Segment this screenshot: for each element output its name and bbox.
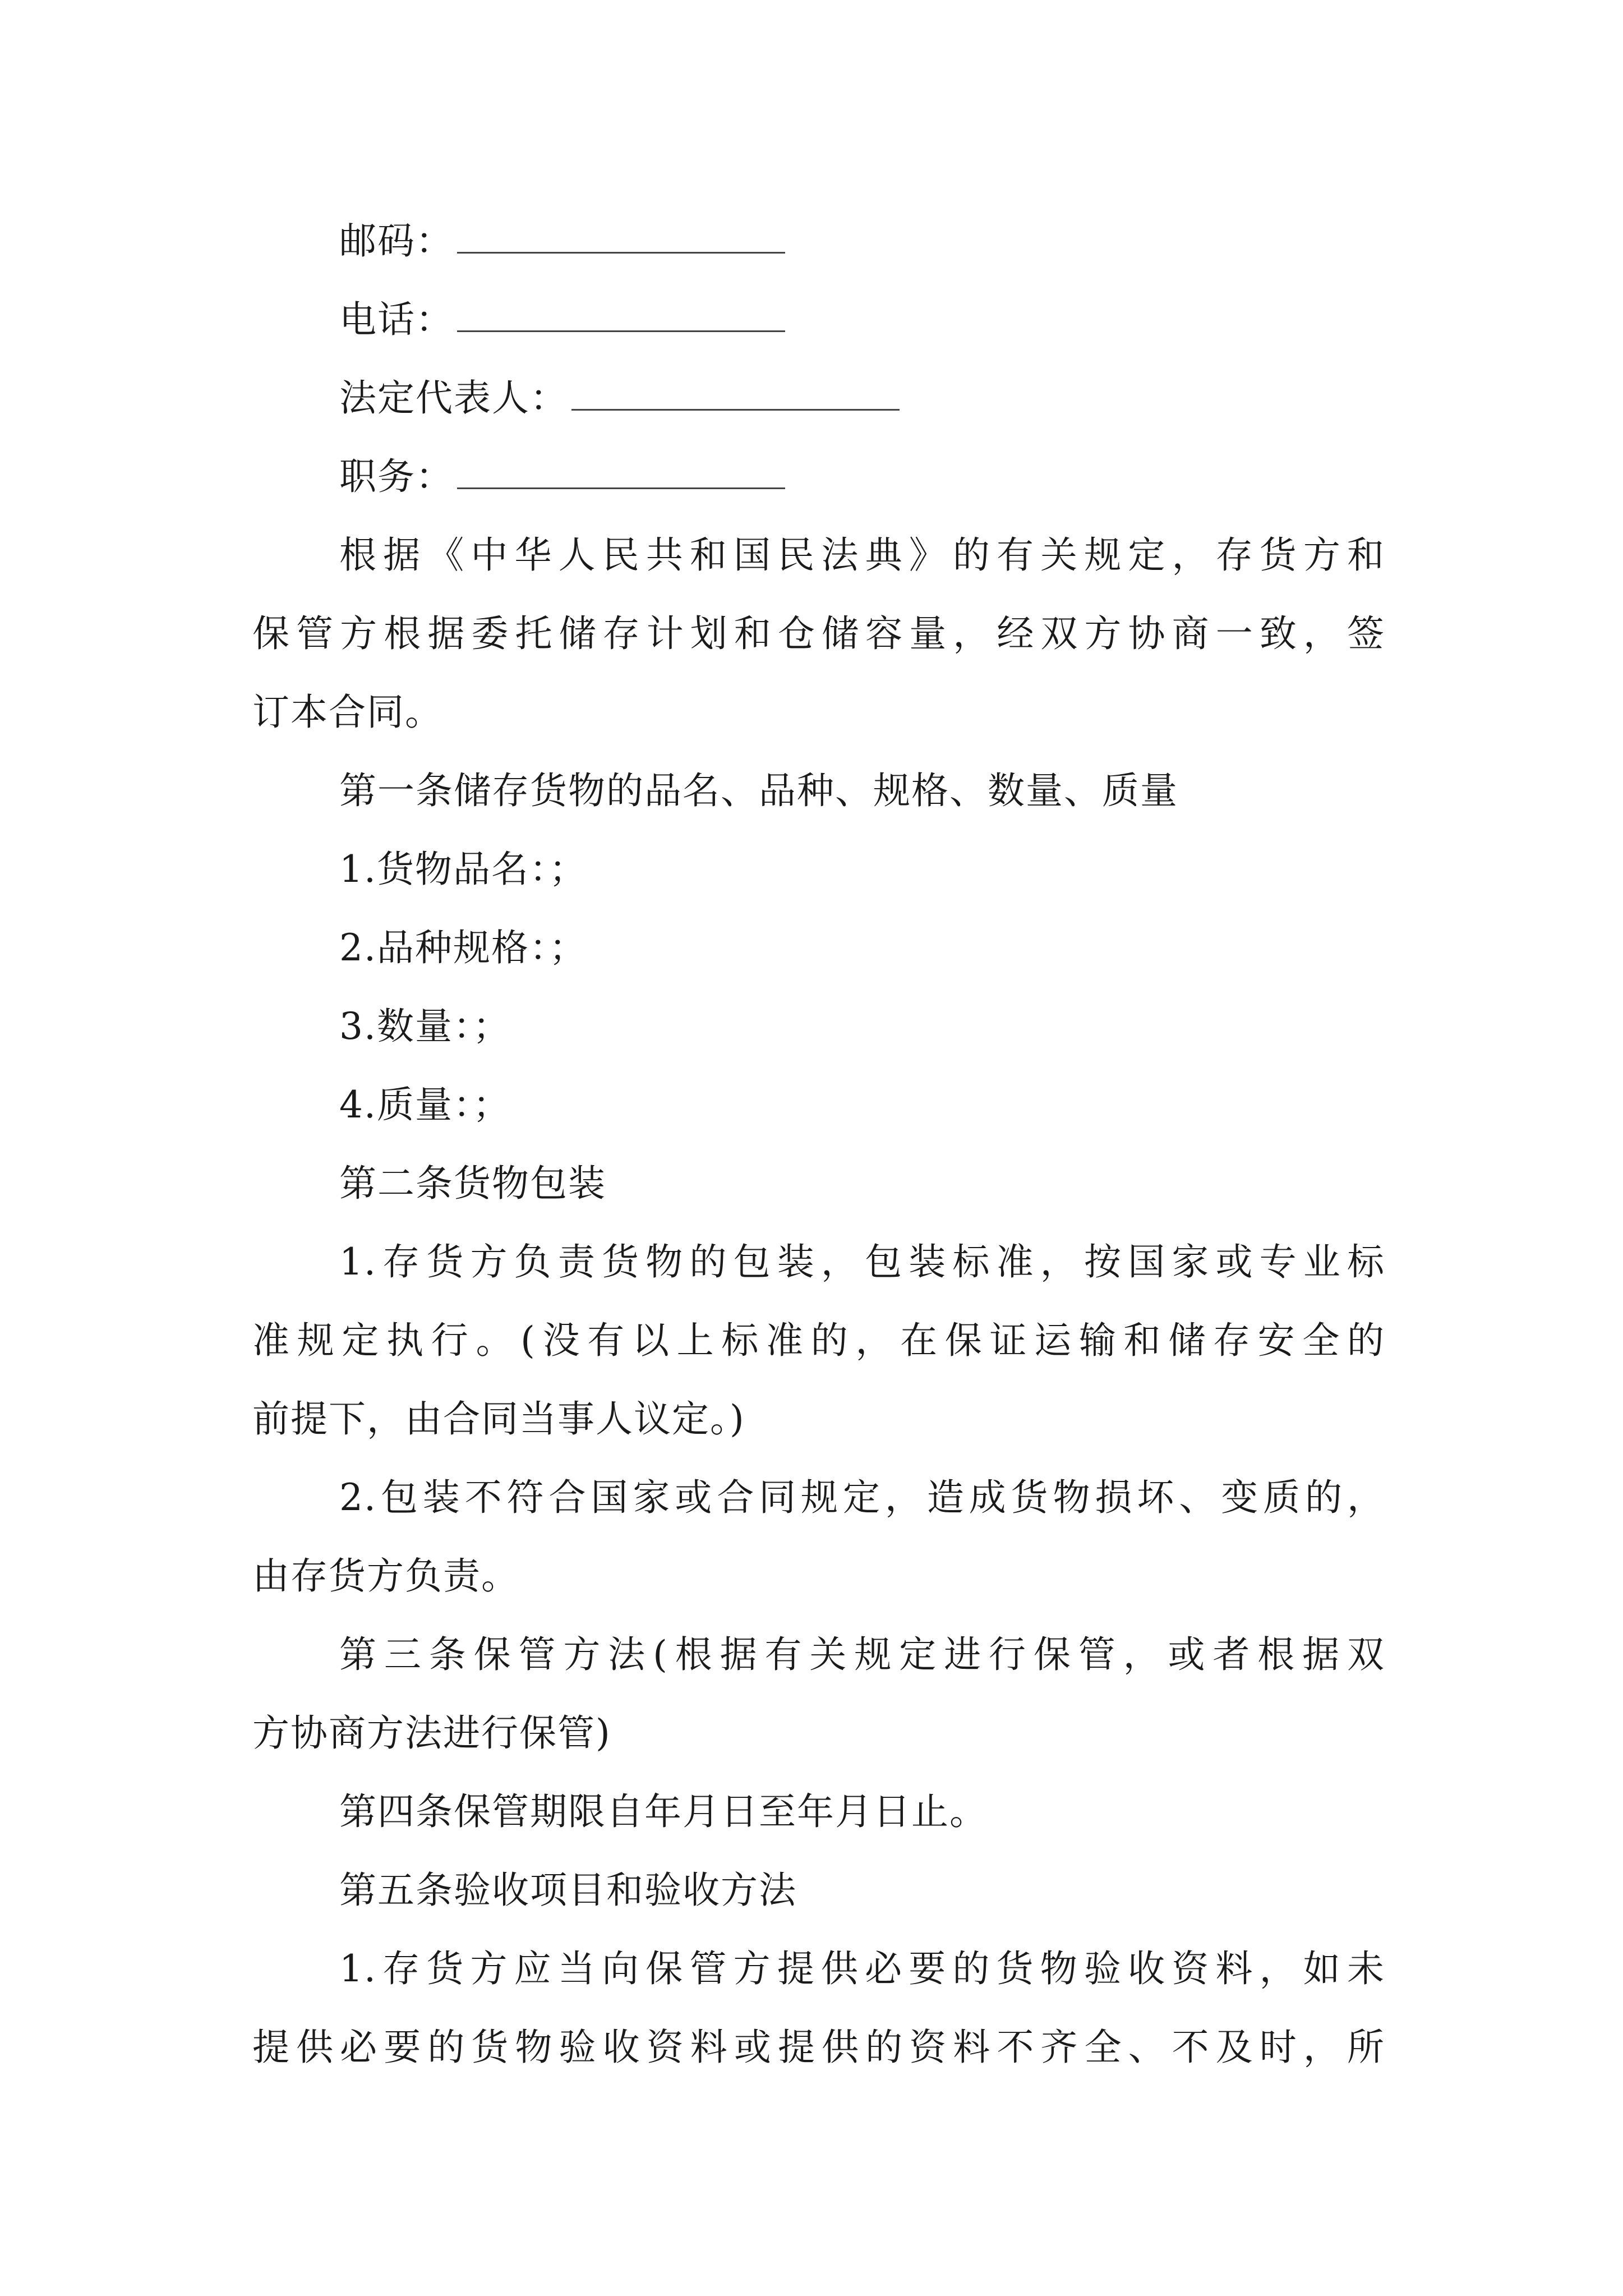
article-4: 第四条保管期限自年月日至年月日止。	[339, 1790, 988, 1833]
legal-representative-label: 法定代表人：	[339, 376, 568, 420]
legal-representative-blank[interactable]	[571, 386, 900, 411]
article-5-item-1-line-1: 1.存货方应当向保管方提供必要的货物验收资料，如未	[339, 1947, 1385, 1990]
article-1-item-2: 2.品种规格：；	[339, 926, 587, 969]
phone-field	[339, 295, 1472, 345]
article-1-item-4: 4.质量：；	[339, 1083, 511, 1126]
article-2-item-1-line-1: 1.存货方负责货物的包装，包装标准，按国家或专业标	[339, 1240, 1385, 1283]
legal-representative-field	[339, 373, 1472, 424]
phone-blank[interactable]	[457, 308, 785, 332]
article-2-item-2-line-1: 2.包装不符合国家或合同规定，造成货物损坏、变质的，	[339, 1476, 1385, 1519]
article-2-item-2-line-2: 由存货方负责。	[252, 1554, 519, 1598]
preamble-line-3: 订本合同。	[252, 691, 443, 734]
article-1-heading: 第一条储存货物的品名、品种、规格、数量、质量	[339, 769, 1178, 812]
postcode-field	[339, 216, 1472, 266]
postcode-blank[interactable]	[457, 229, 785, 254]
article-5-heading: 第五条验收项目和验收方法	[339, 1869, 797, 1912]
preamble-line-1: 根据《中华人民共和国民法典》的有关规定，存货方和	[339, 533, 1385, 577]
article-5-item-1-line-2: 提供必要的货物验收资料或提供的资料不齐全、不及时，所	[252, 2026, 1385, 2069]
article-2-heading: 第二条货物包装	[339, 1162, 606, 1205]
article-2-item-1-line-3: 前提下，由合同当事人议定。)	[252, 1397, 745, 1441]
article-1-item-1: 1.货物品名：；	[339, 848, 587, 891]
position-label: 职务：	[339, 455, 454, 498]
position-blank[interactable]	[457, 465, 785, 489]
position-field	[339, 452, 1472, 502]
postcode-label: 邮码：	[339, 219, 454, 263]
article-3-line-2: 方协商方法进行保管)	[252, 1711, 611, 1755]
phone-label: 电话：	[339, 298, 454, 341]
article-2-item-1-line-2: 准规定执行。(没有以上标准的，在保证运输和储存安全的	[252, 1319, 1385, 1362]
article-1-item-3: 3.数量：；	[339, 1005, 511, 1048]
article-3-line-1: 第三条保管方法(根据有关规定进行保管，或者根据双	[339, 1633, 1385, 1676]
preamble-line-2: 保管方根据委托储存计划和仓储容量，经双方协商一致，签	[252, 612, 1385, 655]
